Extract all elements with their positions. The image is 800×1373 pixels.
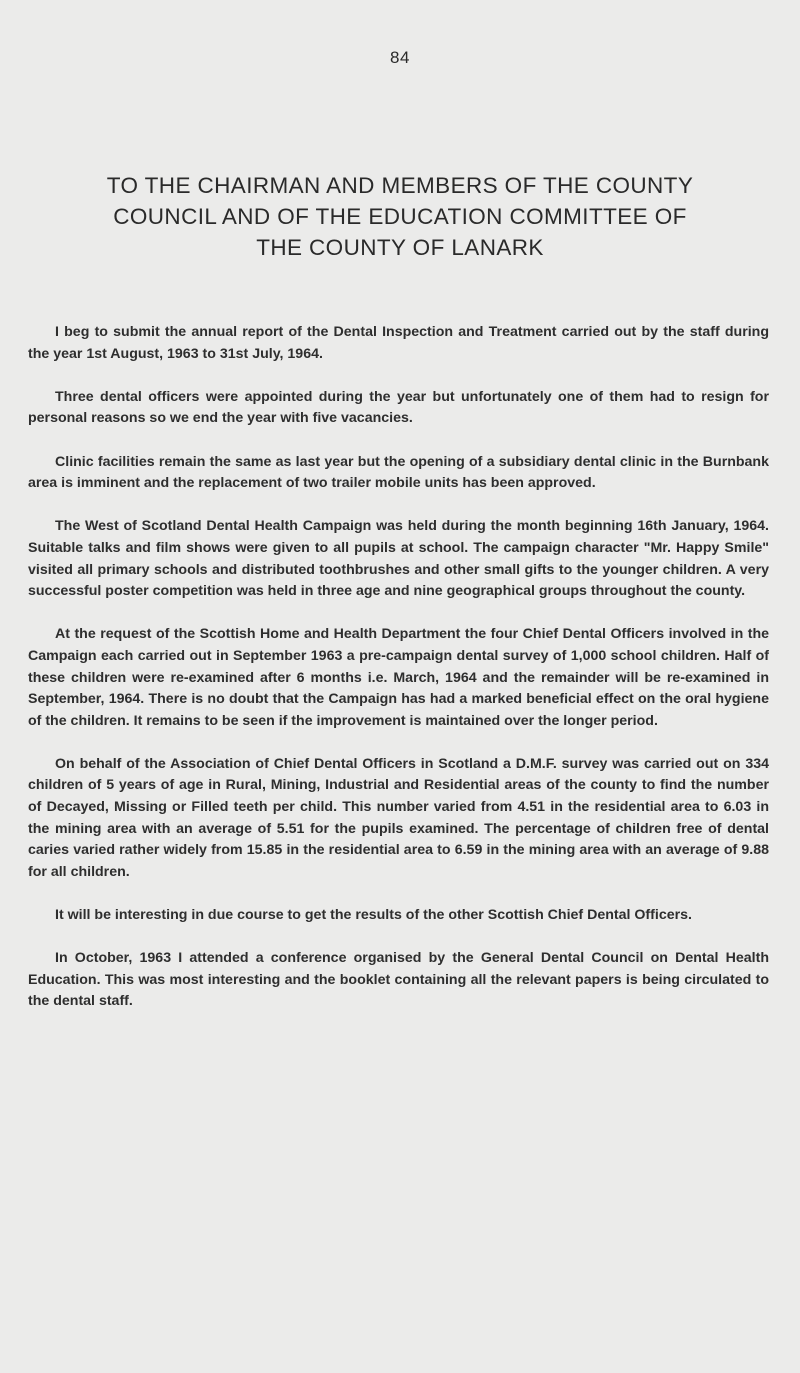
paragraph-health-campaign: The West of Scotland Dental Health Campaign was held during the month beginning 16th January, 1964. Suitable talks and film shows were given to all pupils at school. The campaign character "Mr. Happy Smile" visited all primary schools and distributed toothbrushes and other small gifts to the younger children. A very successful poster competition was held in three age and nine geographical groups throughout the county. — [28, 518, 769, 600]
paragraph-other-results: It will be interesting in due course to get the results of the other Scottish Chief Dental Officers. — [55, 907, 692, 924]
report-body — [28, 322, 769, 1035]
heading-line-1: TO THE CHAIRMAN AND MEMBERS OF THE COUNTY — [106, 173, 694, 198]
paragraph-introduction: I beg to submit the annual report of the Dental Inspection and Treatment carried out by the staff during the year 1st August, 1963 to 31st July, 1964. — [28, 324, 769, 362]
heading-line-3: THE COUNTY OF LANARK — [256, 235, 544, 260]
paragraph-pre-campaign-survey: At the request of the Scottish Home and Health Department the four Chief Dental Officers involved in the Campaign each carried out in September 1963 a pre-campaign dental survey of 1,000 school children. Half of these children were re-examined after 6 months i.e. March, 1964 and the remainder will be re-examined in September, 1964. There is no doubt that the Campaign has had a marked beneficial effect on the oral hygiene of the children. It remains to be seen if the improvement is maintained over the longer period. — [28, 626, 769, 729]
paragraph-clinic-facilities: Clinic facilities remain the same as last year but the opening of a subsidiary dental clinic in the Burnbank area is imminent and the replacement of two trailer mobile units has been approved. — [28, 453, 769, 492]
paragraph-conference: In October, 1963 I attended a conference organised by the General Dental Council on Dental Health Education. This was most interesting and the booklet containing all the relevant papers is being circulated to the dental staff. — [28, 950, 769, 1010]
report-heading — [40, 170, 760, 263]
page-number: 84 — [390, 48, 410, 67]
heading-line-2: COUNCIL AND OF THE EDUCATION COMMITTEE OF — [113, 204, 687, 229]
paragraph-staffing: Three dental officers were appointed during the year but unfortunately one of them had to resign for personal reasons so we end the year with five vacancies. — [28, 388, 769, 427]
paragraph-dmf-survey: On behalf of the Association of Chief Dental Officers in Scotland a D.M.F. survey was carried out on 334 children of 5 years of age in Rural, Mining, Industrial and Residential areas of the county to find the number of Decayed, Missing or Filled teeth per child. This number varied from 4.51 in the residential area to 6.03 in the mining area with an average of 5.51 for the pupils examined. The percentage of children free of dental caries varied rather widely from 15.85 in the residential area to 6.59 in the mining area with an average of 9.88 for all children. — [28, 755, 769, 880]
